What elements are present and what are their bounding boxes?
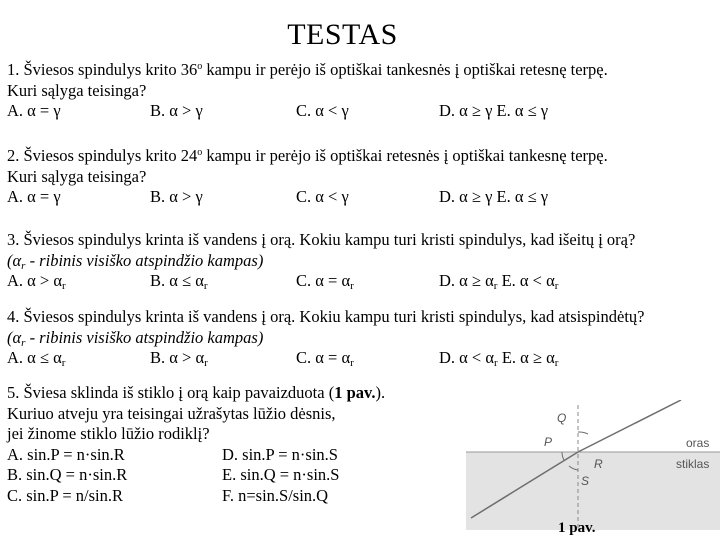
question-5-row-3 <box>7 486 385 507</box>
question-4-options <box>7 348 645 369</box>
degree-superscript: o <box>197 61 203 72</box>
question-5 <box>7 383 385 506</box>
question-2-prompt: Kuri sąlyga teisinga? <box>7 166 147 186</box>
question-3-note: (αr - ribinis visiško atspindžio kampas) <box>7 250 264 272</box>
question-2 <box>7 146 608 208</box>
angle-q-arc <box>578 432 588 434</box>
option-a[interactable]: A. α > αr <box>7 271 66 292</box>
option-c[interactable]: C. sin.P = n/sin.R <box>7 485 123 505</box>
option-c[interactable]: C. α = αr <box>296 348 354 369</box>
question-2-options <box>7 187 608 208</box>
label-q: Q <box>557 411 567 425</box>
label-p: P <box>544 435 553 449</box>
option-c[interactable]: C. α < γ <box>296 101 349 120</box>
label-glass: stiklas <box>676 457 710 471</box>
refraction-figure <box>466 400 720 530</box>
question-4 <box>7 307 645 369</box>
option-c[interactable]: C. α = αr <box>296 271 354 292</box>
question-5-text: 5. Šviesa sklinda iš stiklo į orą kaip pavaizduota (1 pav.). <box>7 383 386 402</box>
question-4-note: (αr - ribinis visiško atspindžio kampas) <box>7 327 264 349</box>
question-5-prompt-1: Kuriuo atveju yra teisingai užrašytas lūžio dėsnis, <box>7 403 336 423</box>
option-b[interactable]: B. α > γ <box>150 187 203 206</box>
degree-superscript: o <box>197 147 203 158</box>
option-d-e[interactable]: D. α ≥ γ E. α ≤ γ <box>439 187 549 206</box>
question-1-text: 1. Šviesos spindulys krito 36$^o$ kampu ir perėjo iš optiškai tankesnės į optiškai retesnę terpę. <box>7 60 608 79</box>
option-a[interactable]: A. α = γ <box>7 187 61 206</box>
option-b[interactable]: B. α > γ <box>150 101 203 120</box>
option-d-e[interactable]: D. α ≥ αr E. α < αr <box>439 271 559 292</box>
label-s: S <box>581 474 590 488</box>
option-b[interactable]: B. sin.Q = n·sin.R <box>7 465 128 484</box>
option-d-e[interactable]: D. α < αr E. α ≥ αr <box>439 348 559 369</box>
label-r: R <box>594 457 603 471</box>
option-f[interactable]: F. n=sin.S/sin.Q <box>222 485 329 505</box>
question-3-options <box>7 271 635 292</box>
option-e[interactable]: E. sin.Q = n·sin.S <box>222 465 340 484</box>
option-b[interactable]: B. α > αr <box>150 348 208 369</box>
option-a[interactable]: A. α = γ <box>7 101 61 120</box>
option-c[interactable]: C. α < γ <box>296 187 349 206</box>
label-air: oras <box>686 436 710 450</box>
question-5-row-1 <box>7 445 385 466</box>
question-4-text: 4. Šviesos spindulys krinta iš vandens į orą. Kokiu kampu turi kristi spindulys, kad atsispindėtų? <box>7 307 645 326</box>
figure-caption: 1 pav. <box>558 520 596 536</box>
option-a[interactable]: A. α ≤ αr <box>7 348 66 369</box>
option-b[interactable]: B. α ≤ αr <box>150 271 208 292</box>
option-d[interactable]: D. sin.P = n·sin.S <box>222 444 338 464</box>
question-1-options <box>7 101 608 122</box>
figure-reference: 1 pav. <box>334 383 376 402</box>
question-5-row-2 <box>7 465 385 486</box>
page-title: TESTAS <box>287 18 398 51</box>
question-2-text: 2. Šviesos spindulys krito 24$^o$ kampu ir perėjo iš optiškai retesnės į optiškai tankesnę terpę. <box>7 146 608 165</box>
option-a[interactable]: A. sin.P = n·sin.R <box>7 444 125 464</box>
question-1 <box>7 60 608 122</box>
question-5-prompt-2: jei žinome stiklo lūžio rodiklį? <box>7 424 210 443</box>
question-1-prompt: Kuri sąlyga teisinga? <box>7 80 147 100</box>
question-3 <box>7 230 635 292</box>
refracted-ray <box>578 400 681 452</box>
question-3-text: 3. Šviesos spindulys krinta iš vandens į orą. Kokiu kampu turi kristi spindulys, kad išeitų į orą? <box>7 230 636 249</box>
option-d-e[interactable]: D. α ≥ γ E. α ≤ γ <box>439 101 549 120</box>
